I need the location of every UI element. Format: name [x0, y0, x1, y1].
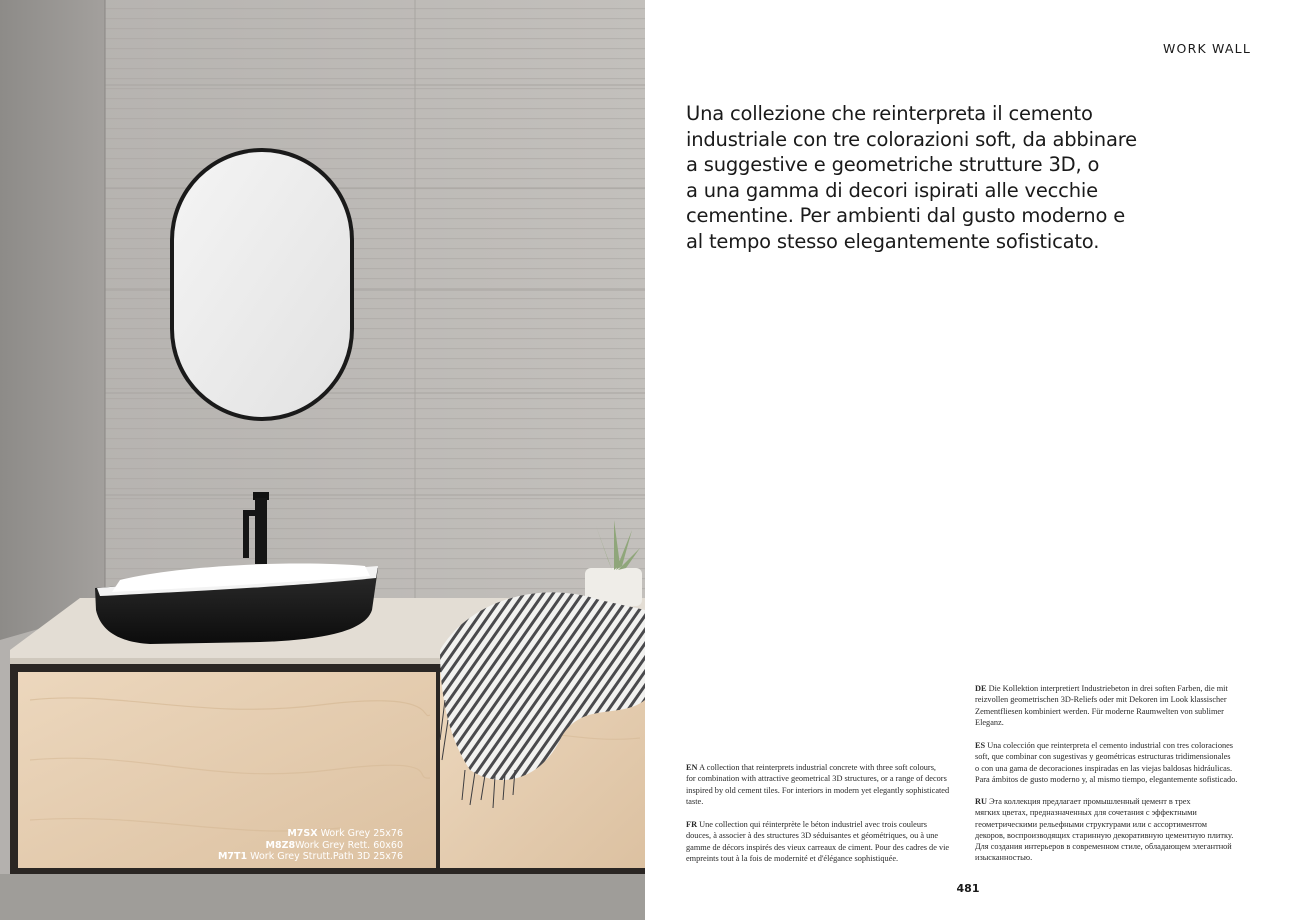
product-name: Work Grey 25x76: [320, 828, 403, 839]
headline-line: industriale con tre colorazioni soft, da abbinare: [686, 127, 1137, 151]
paragraph-de: [975, 683, 1228, 728]
paragraph-line: [975, 796, 1233, 807]
paragraph-line: reizvollen geometrischen 3D-Reliefs oder mit Dekoren im Look klassischer: [975, 695, 1227, 705]
paragraph-line: gamme de décors inspirés des vieux carreaux de ciment. Pour des cadres de vie: [686, 842, 950, 852]
caption-row: [218, 851, 403, 863]
paragraph-text: Una colección que reinterpreta el cemento industrial con tres coloraciones: [987, 741, 1234, 750]
paragraph-line: [686, 762, 949, 773]
paragraph-line: [975, 740, 1237, 751]
page-number: 481: [956, 882, 980, 895]
bathroom-photo: [0, 0, 645, 920]
section-label: WORK WALL: [1162, 41, 1251, 56]
product-name: Work Grey Rett. 60x60: [295, 839, 403, 851]
paragraph-line: геометрическими рельефными структурами или с ассортиментом: [975, 819, 1207, 829]
headline: [686, 101, 1206, 254]
paragraph-line: inspired by old cement tiles. For interiors in modern yet elegantly sophisticated: [686, 785, 950, 795]
paragraph-ru: [975, 796, 1233, 864]
paragraph-line: douces, à associer à des structures 3D séduisantes et géométriques, ou à une: [686, 831, 939, 841]
paragraph-line: мягких цветах, предназначенных для сочетания с эффектными: [975, 808, 1197, 818]
paragraph-en: [686, 762, 949, 807]
paragraph-line: [975, 683, 1228, 694]
paragraph-line: Для создания интерьеров в современном стиле, обладающем элегантной: [975, 842, 1232, 852]
caption-row: [218, 840, 403, 852]
headline-line: cementine. Per ambienti dal gusto moderno e: [686, 204, 1125, 227]
headline-line: a suggestive e geometriche strutture 3D, o: [686, 153, 1100, 176]
paragraph-line: Eleganz.: [975, 717, 1004, 727]
paragraph-line: empreints tout à la fois de modernité et d'élégance sophistiquée.: [686, 853, 899, 863]
product-code: M8Z8: [265, 839, 296, 851]
paragraph-line: taste.: [686, 796, 704, 806]
paragraph-line: o con una gama de decoraciones inspiradas en las viejas baldosas hidráulicas.: [975, 763, 1233, 773]
headline-line: Una collezione che reinterpreta il cemento: [686, 102, 1093, 125]
paragraph-line: [686, 819, 949, 830]
paragraph-fr: [686, 819, 949, 864]
product-name: Work Grey Strutt.Path 3D 25x76: [250, 851, 403, 862]
paragraph-line: декоров, воспроизводящих старинную декоративную цементную плитку.: [975, 830, 1234, 840]
caption-row: [218, 828, 403, 840]
paragraph-text: A collection that reinterprets industrial concrete with three soft colours,: [699, 763, 937, 772]
lang-code: DE: [975, 684, 987, 693]
headline-line: al tempo stesso elegantemente sofisticato.: [686, 229, 1100, 253]
paragraph-text: Die Kollektion interpretiert Industriebeton in drei soften Farben, die mit: [988, 684, 1228, 693]
paragraph-line: Para ámbitos de gusto moderno y, al mismo tiempo, elegantemente sofisticado.: [975, 774, 1238, 784]
product-caption: [218, 828, 403, 863]
paragraph-line: for combination with attractive geometrical 3D structures, or a range of decors: [686, 774, 947, 784]
lang-code: EN: [686, 763, 698, 772]
paragraph-text: Эта коллекция предлагает промышленный цемент в трех: [989, 797, 1191, 806]
bathroom-illustration: [0, 0, 645, 920]
lang-code: RU: [975, 797, 987, 806]
headline-line: a una gamma di decori ispirati alle vecchie: [686, 178, 1098, 202]
paragraph-text: Une collection qui réinterprète le béton industriel avec trois couleurs: [699, 820, 927, 829]
paragraph-line: soft, que combinar con sugestivas y geométricas estructuras tridimensionales: [975, 752, 1231, 762]
product-code: M7T1: [217, 851, 248, 862]
paragraph-line: изысканностью.: [975, 853, 1033, 863]
lang-code: FR: [686, 820, 698, 829]
lang-code: ES: [975, 741, 986, 750]
product-code: M7SX: [287, 828, 318, 839]
paragraph-line: Zementfliesen kombiniert werden. Für moderne Raumwelten von sublimer: [975, 706, 1224, 716]
paragraph-es: [975, 740, 1237, 785]
